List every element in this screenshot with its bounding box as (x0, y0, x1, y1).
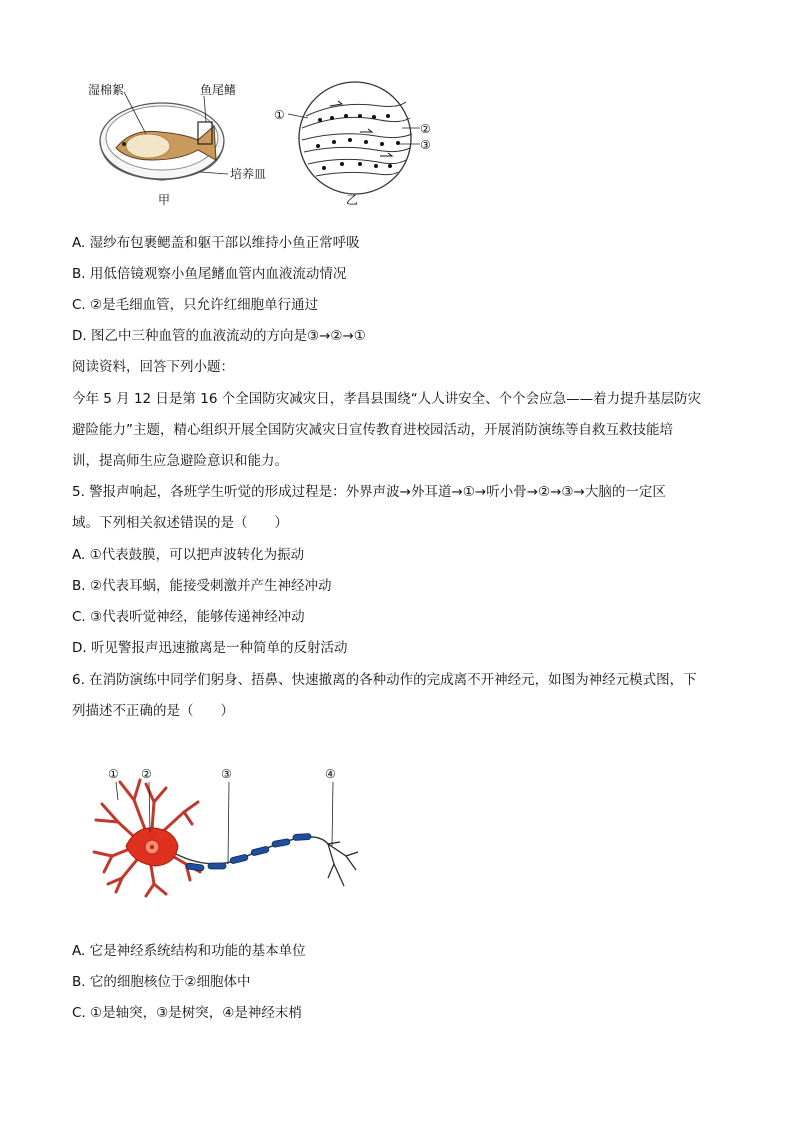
label-tail-fin: 鱼尾鳍 (200, 83, 237, 97)
neuron-cell-body (94, 780, 200, 896)
q5-stem-line-1: 5. 警报声响起，各班学生听觉的形成过程是：外界声波→外耳道→①→听小骨→②→③→大脑的一定区 (72, 484, 666, 500)
q5-option-a: A. ①代表鼓膜，可以把声波转化为振动 (72, 547, 305, 563)
marker-2-top: ② (420, 122, 431, 136)
label-wet-cotton: 湿棉絮 (88, 83, 125, 97)
blood-vessel-illustration (288, 82, 420, 194)
q4-option-c: C. ②是毛细血管，只允许红细胞单行通过 (72, 297, 319, 313)
reading-para-line-3: 训，提高师生应急避险意识和能力。 (72, 453, 288, 469)
reading-para-line-1: 今年 5 月 12 日是第 16 个全国防灾减灾日，孝昌县围绕“人人讲安全、个个会应急——着力提升基层防灾 (72, 391, 702, 407)
figure-neuron (88, 760, 378, 900)
reading-para-line-2: 避险能力”主题，精心组织开展全国防灾减灾日宣传教育进校园活动，开展消防演练等自救互救技能培 (72, 422, 673, 438)
caption-jia: 甲 (158, 193, 171, 207)
figure-fish-observation (80, 76, 450, 216)
neuron-axon (176, 833, 328, 871)
marker-3-top: ③ (420, 138, 431, 152)
q6-option-a: A. 它是神经系统结构和功能的基本单位 (72, 943, 306, 959)
neuron-marker-1: ① (108, 767, 119, 781)
q6-option-c: C. ①是轴突，③是树突，④是神经末梢 (72, 1005, 302, 1021)
neuron-marker-2: ② (141, 767, 152, 781)
q5-option-b: B. ②代表耳蜗，能接受刺激并产生神经冲动 (72, 578, 332, 594)
caption-yi: 乙 (346, 193, 359, 207)
q5-stem-line-2: 域。下列相关叙述错误的是（ ） (72, 515, 288, 531)
q4-option-d: D. 图乙中三种血管的血液流动的方向是③→②→① (72, 328, 366, 344)
q5-option-d: D. 听见警报声迅速撤离是一种简单的反射活动 (72, 640, 348, 656)
label-petri-dish: 培养皿 (230, 167, 267, 181)
neuron-nerve-ending (328, 842, 358, 886)
neuron-marker-3: ③ (221, 767, 232, 781)
q4-option-a: A. 湿纱布包裹鳃盖和躯干部以维持小鱼正常呼吸 (72, 235, 360, 251)
q6-option-b: B. 它的细胞核位于②细胞体中 (72, 974, 251, 990)
reading-intro: 阅读资料，回答下列小题： (72, 359, 234, 375)
neuron-marker-4: ④ (325, 767, 336, 781)
q6-stem-line-1: 6. 在消防演练中同学们躬身、捂鼻、快速撤离的各种动作的完成离不开神经元，如图为神经元模式图，下 (72, 672, 697, 688)
marker-1-top: ① (274, 108, 285, 122)
q4-option-b: B. 用低倍镜观察小鱼尾鳍血管内血液流动情况 (72, 266, 347, 282)
q6-stem-line-2: 列描述不正确的是（ ） (72, 703, 234, 719)
q5-option-c: C. ③代表听觉神经，能够传递神经冲动 (72, 609, 305, 625)
